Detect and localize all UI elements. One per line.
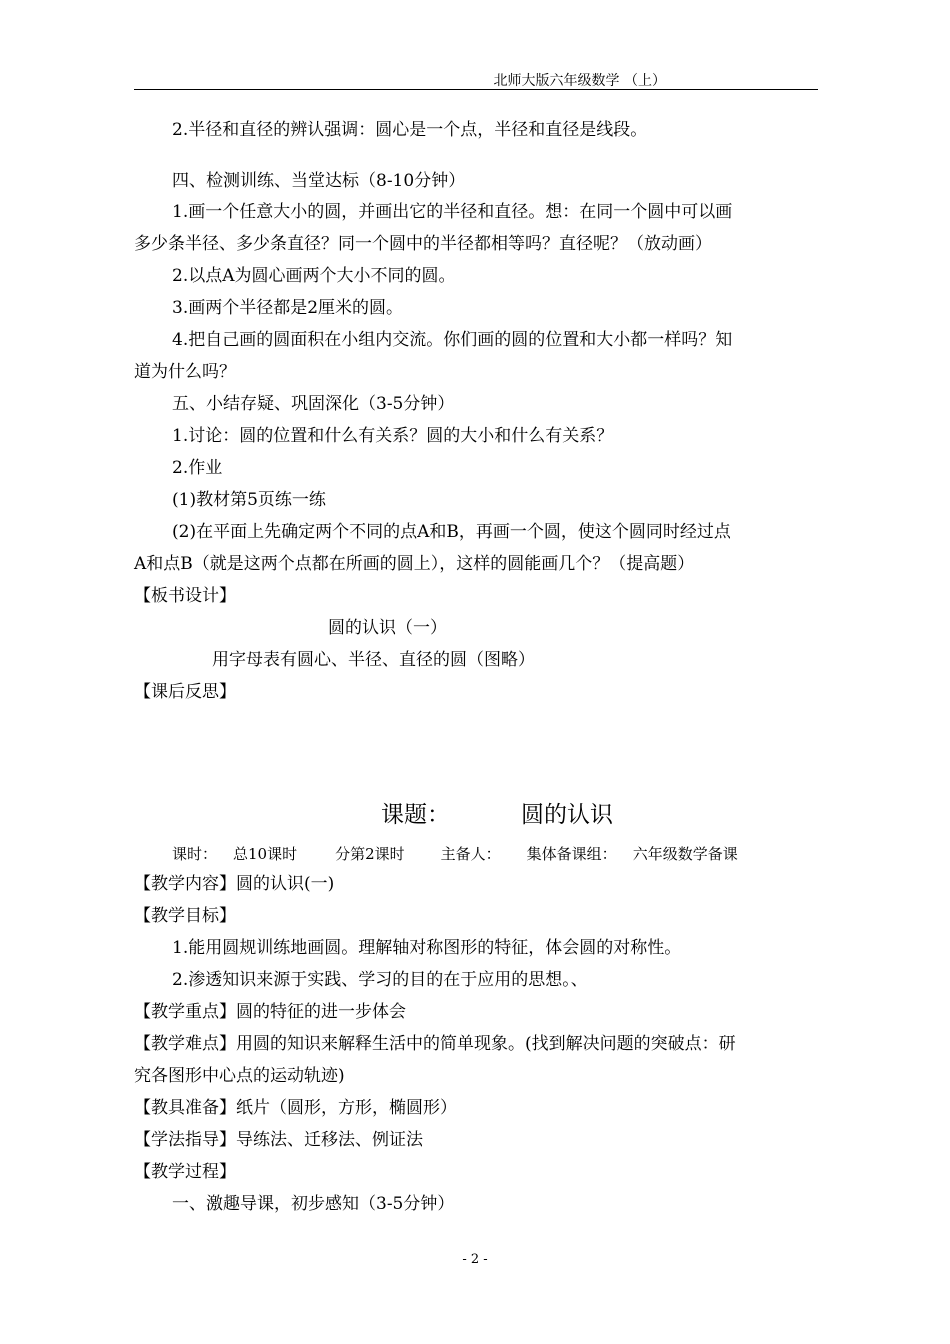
section-heading: 【教具准备】纸片（圆形，方形，椭圆形）: [134, 1098, 457, 1118]
text-line: 2.渗透知识来源于实践、学习的目的在于应用的思想。、: [172, 970, 588, 990]
text-line: 1.讨论：圆的位置和什么有关系？圆的大小和什么有关系？: [172, 426, 614, 446]
page-header: [134, 70, 818, 90]
section-heading: 【教学难点】用圆的知识来解释生活中的简单现象。(找到解决问题的突破点：研: [134, 1034, 736, 1054]
text-line: 2.作业: [172, 458, 223, 478]
text-line: (2)在平面上先确定两个不同的点A和B，再画一个圆，使这个圆同时经过点: [172, 522, 731, 542]
lesson-meta: [172, 842, 738, 866]
lesson-title: [0, 796, 950, 832]
section-heading: 一、激趣导课，初步感知（3-5分钟）: [172, 1194, 455, 1214]
meta-hours-label: 课时：: [172, 845, 218, 863]
section-heading: 四、检测训练、当堂达标（8-10分钟）: [172, 171, 466, 191]
meta-preparer: 主备人：: [440, 845, 501, 863]
board-title: 圆的认识（一）: [328, 618, 447, 638]
section-heading: 五、小结存疑、巩固深化（3-5分钟）: [172, 394, 455, 414]
section-heading: 【教学过程】: [134, 1162, 236, 1182]
text-line: A和点B（就是这两个点都在所画的圆上），这样的圆能画几个？（提高题）: [134, 554, 695, 574]
page-number: - 2 -: [462, 1252, 488, 1267]
section-heading: 【教学内容】圆的认识(一): [134, 874, 335, 894]
section-heading: 【教学重点】圆的特征的进一步体会: [134, 1002, 406, 1022]
text-line: 4.把自己画的圆面积在小组内交流。你们画的圆的位置和大小都一样吗？知: [172, 330, 733, 350]
board-content: 用字母表有圆心、半径、直径的圆（图略）: [212, 650, 535, 670]
text-line: 1.能用圆规训练地画圆。理解轴对称图形的特征，体会圆的对称性。: [172, 938, 682, 958]
section-heading: 【课后反思】: [134, 682, 236, 702]
text-line: (1)教材第5页练一练: [172, 490, 326, 510]
text-line: 1.画一个任意大小的圆，并画出它的半径和直径。想：在同一个圆中可以画: [172, 202, 733, 222]
header-text: 北师大版六年级数学 （上）: [493, 73, 666, 89]
meta-hours-part: 分第2课时: [335, 845, 405, 863]
section-heading: 【学法指导】导练法、迁移法、例证法: [134, 1130, 423, 1150]
text-line: 道为什么吗？: [134, 362, 236, 382]
text-line: 2.半径和直径的辨认强调：圆心是一个点，半径和直径是线段。: [172, 120, 648, 140]
meta-hours-total: 总10课时: [233, 845, 298, 863]
title-name: 圆的认识: [521, 802, 613, 828]
text-line: 2.以点A为圆心画两个大小不同的圆。: [172, 266, 456, 286]
section-heading: 【板书设计】: [134, 586, 236, 606]
section-heading: 【教学目标】: [134, 906, 236, 926]
text-line: 3.画两个半径都是2厘米的圆。: [172, 298, 404, 318]
text-line: 究各图形中心点的运动轨迹): [134, 1066, 345, 1086]
text-line: 多少条半径、多少条直径？同一个圆中的半径都相等吗？直径呢？（放动画）: [134, 234, 712, 254]
meta-group: 集体备课组：: [526, 845, 617, 863]
meta-group-name: 六年级数学备课: [632, 845, 738, 863]
title-label: 课题：: [381, 802, 450, 828]
